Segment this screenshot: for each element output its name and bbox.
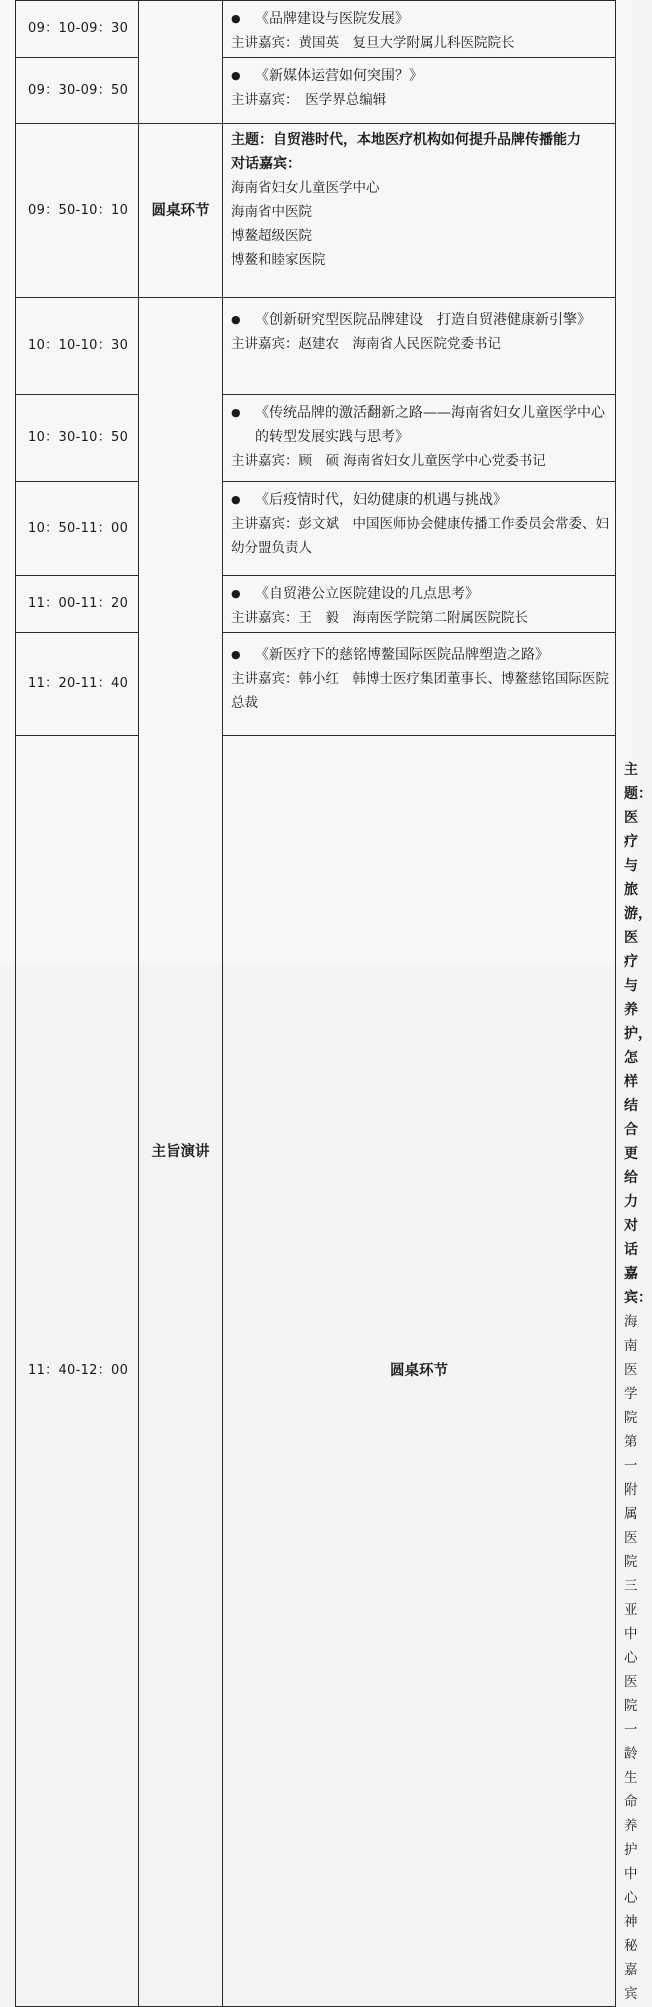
talk-speaker: 主讲嘉宾：赵建农 海南省人民医院党委书记 xyxy=(231,336,501,352)
roundtable-cell xyxy=(223,124,616,298)
time-cell: 09：10-09：30 xyxy=(16,1,139,58)
talk-cell xyxy=(223,1,616,58)
talk-speaker: 主讲嘉宾：彭文斌 中国医师协会健康传播工作委员会常委、妇幼分盟负责人 xyxy=(231,516,609,556)
bullet-icon: ● xyxy=(231,648,241,661)
agenda-row: 11：40-12：00 圆桌环节 主题：医疗与旅游，医疗与养护，怎样结合更给力 对话嘉宾： 海南医学院第一附属医院 三亚中心医院 一龄生命养护中心 神秘嘉宾 xyxy=(16,736,616,2007)
dialogue-label: 对话嘉宾： xyxy=(231,156,301,172)
time-cell: 09：50-10：10 xyxy=(16,124,139,298)
agenda-row xyxy=(16,58,616,124)
talk-cell xyxy=(223,482,616,576)
segment-cell: 圆桌环节 xyxy=(223,736,616,2007)
agenda-table xyxy=(15,0,652,2007)
time-cell: 11：40-12：00 xyxy=(16,736,139,2007)
bullet-icon: ● xyxy=(231,12,241,25)
talk-title: 《创新研究型医院品牌建设 打造自贸港健康新引擎》 xyxy=(255,312,591,328)
bullet-icon: ● xyxy=(231,69,241,82)
agenda-row xyxy=(16,482,616,576)
talk-cell xyxy=(223,58,616,124)
talk-speaker: 主讲嘉宾：韩小红 韩博士医疗集团董事长、博鳌慈铭国际医院总裁 xyxy=(231,671,609,711)
guest-item: 博鳌和睦家医院 xyxy=(231,252,326,268)
time-cell: 11：00-11：20 xyxy=(16,576,139,633)
segment-cell-empty xyxy=(139,1,223,124)
bullet-icon: ● xyxy=(231,493,241,506)
talk-speaker: 主讲嘉宾：王 毅 海南医学院第二附属医院院长 xyxy=(231,610,528,626)
time-cell: 10：10-10：30 xyxy=(16,298,139,395)
talk-cell xyxy=(223,298,616,395)
talk-cell xyxy=(223,395,616,482)
time-cell: 10：50-11：00 xyxy=(16,482,139,576)
talk-cell xyxy=(223,633,616,736)
talk-title: 《自贸港公立医院建设的几点思考》 xyxy=(255,586,479,602)
guest-item: 博鳌超级医院 xyxy=(231,228,312,244)
talk-title: 《传统品牌的激活翻新之路——海南省妇女儿童医学中心的转型发展实践与思考》 xyxy=(255,405,605,445)
agenda-row xyxy=(16,576,616,633)
guest-item: 海南省妇女儿童医学中心 xyxy=(231,180,380,196)
talk-speaker: 主讲嘉宾： 医学界总编辑 xyxy=(231,92,387,108)
agenda-row xyxy=(16,1,616,58)
guest-item: 海南省中医院 xyxy=(231,204,312,220)
time-cell: 10：30-10：50 xyxy=(16,395,139,482)
roundtable-topic: 主题：自贸港时代，本地医疗机构如何提升品牌传播能力 xyxy=(231,132,581,148)
agenda-row xyxy=(16,395,616,482)
talk-title: 《品牌建设与医院发展》 xyxy=(255,11,409,27)
agenda-row xyxy=(16,124,616,298)
segment-cell: 主旨演讲 xyxy=(139,298,223,2007)
bullet-icon: ● xyxy=(231,587,241,600)
talk-title: 《新医疗下的慈铭博鳌国际医院品牌塑造之路》 xyxy=(255,647,549,663)
segment-cell: 圆桌环节 xyxy=(139,124,223,298)
talk-speaker: 主讲嘉宾：顾 硕 海南省妇女儿童医学中心党委书记 xyxy=(231,453,546,469)
agenda-row xyxy=(16,298,616,395)
bullet-icon: ● xyxy=(231,313,241,326)
talk-speaker: 主讲嘉宾：黄国英 复旦大学附属儿科医院院长 xyxy=(231,35,515,51)
talk-title: 《后疫情时代，妇幼健康的机遇与挑战》 xyxy=(255,492,507,508)
agenda-row xyxy=(16,633,616,736)
talk-title: 《新媒体运营如何突围？》 xyxy=(255,68,423,84)
time-cell: 11：20-11：40 xyxy=(16,633,139,736)
talk-cell xyxy=(223,576,616,633)
time-cell: 09：30-09：50 xyxy=(16,58,139,124)
bullet-icon: ● xyxy=(231,406,241,419)
